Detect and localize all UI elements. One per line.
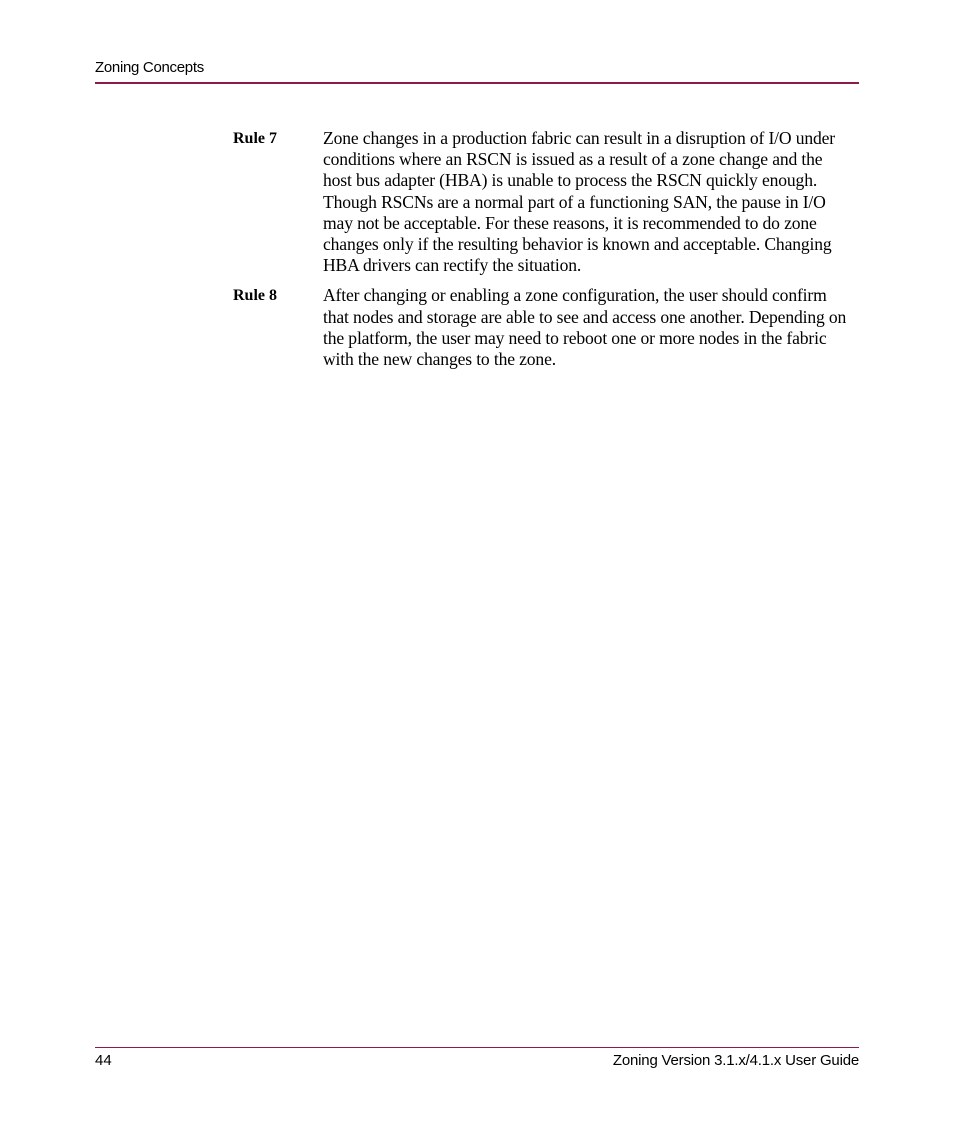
header-divider bbox=[95, 82, 859, 84]
rule-text: After changing or enabling a zone configuration, the user should confirm that nodes and storage are able to see and access one another. Depending on the platform, the user may need to reboot one or more nodes in the fabric with the new changes to the zone. bbox=[323, 285, 847, 370]
footer-divider bbox=[95, 1047, 859, 1048]
footer-document-title: Zoning Version 3.1.x/4.1.x User Guide bbox=[612, 1052, 859, 1069]
rule-item bbox=[233, 128, 859, 276]
rule-item bbox=[233, 285, 859, 370]
rule-label: Rule 7 bbox=[233, 130, 277, 147]
running-header-title: Zoning Concepts bbox=[95, 59, 204, 76]
rules-list bbox=[233, 128, 859, 379]
rule-label: Rule 8 bbox=[233, 287, 277, 305]
page-number: 44 bbox=[95, 1052, 112, 1069]
rule-text: Zone changes in a production fabric can result in a disruption of I/O under conditions where an RSCN is issued as a result of a zone change and the host bus adapter (HBA) is unable to process the RSCN quickly enough. Though RSCNs are a normal part of a functioning SAN, the pause in I/O may not be acceptable. For these reasons, it is recommended to do zone changes only if the resulting behavior is known and acceptable. Changing HBA drivers can rectify the situation. bbox=[323, 128, 836, 276]
